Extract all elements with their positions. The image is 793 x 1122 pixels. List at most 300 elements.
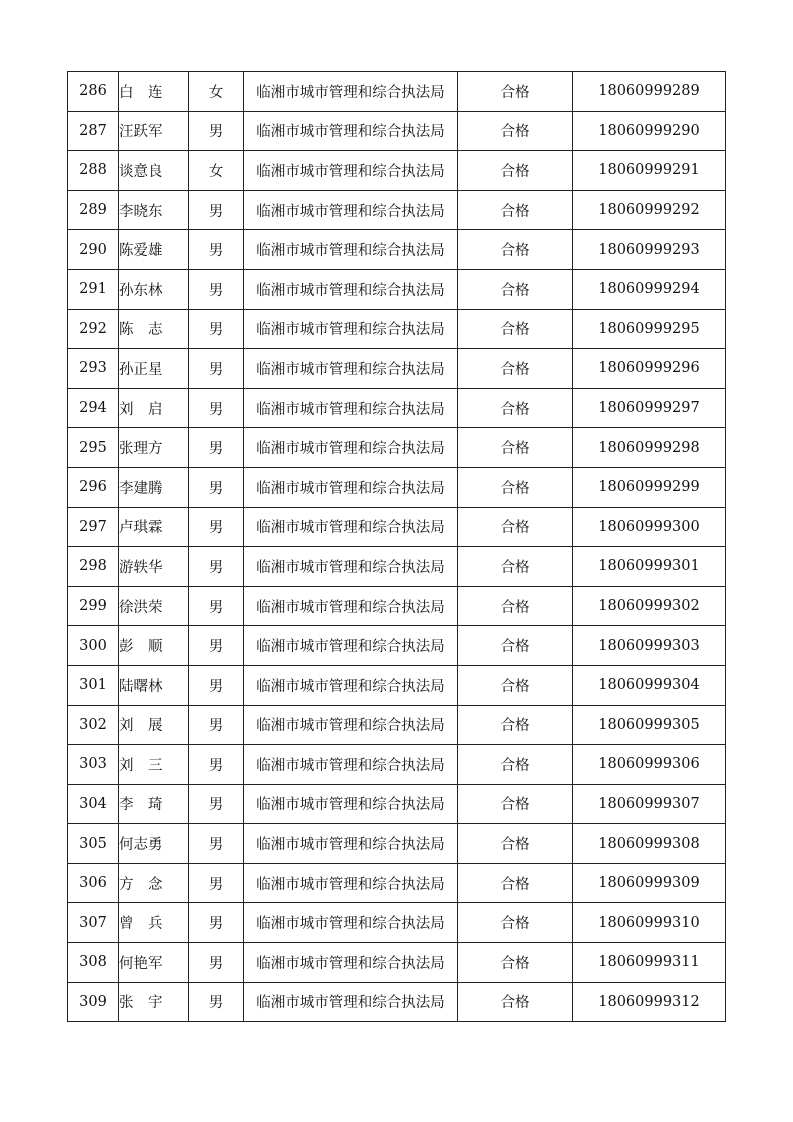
row-number: 297: [79, 518, 107, 535]
row-number-cell: [68, 586, 119, 626]
person-name-cell: [119, 151, 189, 191]
person-name-cell: [119, 467, 189, 507]
table-row: [68, 428, 726, 468]
table-row: [68, 626, 726, 666]
work-unit: 临湘市城市管理和综合执法局: [256, 718, 445, 735]
row-number: 298: [79, 558, 107, 575]
person-name-cell: [119, 665, 189, 705]
certificate-number: 18060999296: [598, 360, 700, 377]
person-name: 李 琦: [119, 797, 163, 814]
table-row: [68, 863, 726, 903]
row-number: 306: [79, 875, 107, 892]
gender: 男: [208, 124, 224, 141]
certificate-number: 18060999291: [598, 162, 700, 179]
table-row: [68, 269, 726, 309]
row-number-cell: [68, 626, 119, 666]
exam-result-cell: [458, 665, 573, 705]
person-name: 谈意良: [119, 163, 163, 180]
person-name: 陈 志: [119, 322, 163, 339]
gender: 女: [208, 163, 224, 180]
person-name-cell: [119, 269, 189, 309]
gender-cell: [189, 190, 244, 230]
gender: 男: [208, 916, 224, 933]
person-name-cell: [119, 824, 189, 864]
row-number: 308: [79, 954, 107, 971]
row-number: 294: [79, 400, 107, 417]
certificate-number-cell: [573, 824, 726, 864]
row-number-cell: [68, 507, 119, 547]
exam-result-cell: [458, 349, 573, 389]
gender: 男: [208, 876, 224, 893]
exam-result: 合格: [500, 916, 530, 933]
table-row: [68, 547, 726, 587]
person-name-cell: [119, 705, 189, 745]
row-number: 303: [79, 756, 107, 773]
table-row: [68, 230, 726, 270]
certificate-number: 18060999300: [598, 518, 700, 535]
certificate-number: 18060999301: [598, 558, 700, 575]
work-unit-cell: [244, 111, 458, 151]
gender-cell: [189, 943, 244, 983]
row-number-cell: [68, 388, 119, 428]
exam-result: 合格: [500, 480, 530, 497]
row-number: 302: [79, 716, 107, 733]
person-name-cell: [119, 745, 189, 785]
exam-result: 合格: [500, 559, 530, 576]
work-unit-cell: [244, 982, 458, 1022]
certificate-number-cell: [573, 230, 726, 270]
gender-cell: [189, 309, 244, 349]
gender: 男: [208, 559, 224, 576]
certificate-number: 18060999312: [598, 993, 700, 1010]
exam-result: 合格: [500, 282, 530, 299]
gender: 男: [208, 243, 224, 260]
row-number: 295: [79, 439, 107, 456]
certificate-number-cell: [573, 507, 726, 547]
certificate-number-cell: [573, 547, 726, 587]
row-number-cell: [68, 982, 119, 1022]
row-number-cell: [68, 111, 119, 151]
gender-cell: [189, 705, 244, 745]
work-unit: 临湘市城市管理和综合执法局: [256, 876, 445, 893]
certificate-number-cell: [573, 982, 726, 1022]
row-number: 301: [79, 677, 107, 694]
exam-result-cell: [458, 111, 573, 151]
work-unit-cell: [244, 903, 458, 943]
exam-result: 合格: [500, 995, 530, 1012]
certificate-number: 18060999302: [598, 598, 700, 615]
work-unit: 临湘市城市管理和综合执法局: [256, 243, 445, 260]
certificate-number: 18060999309: [598, 875, 700, 892]
table-row: [68, 111, 726, 151]
exam-result: 合格: [500, 322, 530, 339]
gender-cell: [189, 388, 244, 428]
person-name: 何艳军: [119, 955, 163, 972]
gender: 男: [208, 599, 224, 616]
gender: 男: [208, 837, 224, 854]
exam-result-cell: [458, 586, 573, 626]
gender-cell: [189, 72, 244, 112]
certificate-number: 18060999298: [598, 439, 700, 456]
person-name: 彭 顺: [119, 639, 163, 656]
exam-result: 合格: [500, 84, 530, 101]
certificate-number-cell: [573, 943, 726, 983]
row-number-cell: [68, 151, 119, 191]
work-unit-cell: [244, 467, 458, 507]
work-unit: 临湘市城市管理和综合执法局: [256, 559, 445, 576]
work-unit: 临湘市城市管理和综合执法局: [256, 599, 445, 616]
exam-result: 合格: [500, 718, 530, 735]
gender: 男: [208, 718, 224, 735]
person-name: 孙东林: [119, 282, 163, 299]
exam-result: 合格: [500, 837, 530, 854]
certificate-number: 18060999293: [598, 241, 700, 258]
person-name: 曾 兵: [119, 916, 163, 933]
work-unit-cell: [244, 665, 458, 705]
work-unit-cell: [244, 151, 458, 191]
person-name-cell: [119, 982, 189, 1022]
certificate-number-cell: [573, 626, 726, 666]
gender: 男: [208, 282, 224, 299]
gender-cell: [189, 349, 244, 389]
exam-result-cell: [458, 72, 573, 112]
certificate-number-cell: [573, 428, 726, 468]
person-name: 张理方: [119, 441, 163, 458]
certificate-number-cell: [573, 309, 726, 349]
exam-result: 合格: [500, 243, 530, 260]
exam-result: 合格: [500, 361, 530, 378]
work-unit-cell: [244, 705, 458, 745]
work-unit-cell: [244, 190, 458, 230]
gender: 男: [208, 955, 224, 972]
person-name: 张 宇: [119, 995, 163, 1012]
work-unit: 临湘市城市管理和综合执法局: [256, 955, 445, 972]
exam-result: 合格: [500, 876, 530, 893]
row-number: 291: [79, 281, 107, 298]
person-name-cell: [119, 784, 189, 824]
exam-result: 合格: [500, 599, 530, 616]
work-unit-cell: [244, 863, 458, 903]
certificate-number: 18060999295: [598, 320, 700, 337]
row-number-cell: [68, 230, 119, 270]
work-unit: 临湘市城市管理和综合执法局: [256, 639, 445, 656]
gender-cell: [189, 230, 244, 270]
work-unit-cell: [244, 745, 458, 785]
exam-result-cell: [458, 943, 573, 983]
certificate-number: 18060999310: [598, 914, 700, 931]
row-number: 305: [79, 835, 107, 852]
person-name-cell: [119, 72, 189, 112]
person-name: 刘 启: [119, 401, 163, 418]
person-name-cell: [119, 388, 189, 428]
person-name-cell: [119, 547, 189, 587]
gender: 男: [208, 361, 224, 378]
work-unit: 临湘市城市管理和综合执法局: [256, 401, 445, 418]
certificate-number: 18060999311: [598, 954, 700, 971]
work-unit: 临湘市城市管理和综合执法局: [256, 441, 445, 458]
gender: 男: [208, 757, 224, 774]
certificate-number-cell: [573, 705, 726, 745]
gender: 男: [208, 995, 224, 1012]
gender: 男: [208, 639, 224, 656]
exam-result: 合格: [500, 955, 530, 972]
row-number: 299: [79, 598, 107, 615]
row-number: 290: [79, 241, 107, 258]
row-number-cell: [68, 784, 119, 824]
gender-cell: [189, 467, 244, 507]
person-name-cell: [119, 626, 189, 666]
gender-cell: [189, 507, 244, 547]
table-row: [68, 705, 726, 745]
table-row: [68, 903, 726, 943]
gender-cell: [189, 903, 244, 943]
work-unit: 临湘市城市管理和综合执法局: [256, 837, 445, 854]
work-unit: 临湘市城市管理和综合执法局: [256, 916, 445, 933]
person-name-cell: [119, 903, 189, 943]
row-number: 304: [79, 795, 107, 812]
certificate-number-cell: [573, 467, 726, 507]
gender: 男: [208, 678, 224, 695]
person-name-cell: [119, 428, 189, 468]
row-number: 292: [79, 320, 107, 337]
work-unit-cell: [244, 309, 458, 349]
work-unit-cell: [244, 824, 458, 864]
work-unit: 临湘市城市管理和综合执法局: [256, 757, 445, 774]
work-unit-cell: [244, 507, 458, 547]
gender-cell: [189, 784, 244, 824]
work-unit-cell: [244, 388, 458, 428]
work-unit-cell: [244, 784, 458, 824]
exam-result: 合格: [500, 757, 530, 774]
exam-result: 合格: [500, 163, 530, 180]
table-row: [68, 665, 726, 705]
work-unit-cell: [244, 269, 458, 309]
table-row: [68, 586, 726, 626]
exam-result-cell: [458, 824, 573, 864]
certificate-number-cell: [573, 665, 726, 705]
person-name-cell: [119, 111, 189, 151]
certificate-number-cell: [573, 784, 726, 824]
certificate-number: 18060999304: [598, 677, 700, 694]
certificate-number: 18060999299: [598, 479, 700, 496]
work-unit-cell: [244, 428, 458, 468]
work-unit: 临湘市城市管理和综合执法局: [256, 480, 445, 497]
exam-result: 合格: [500, 797, 530, 814]
gender-cell: [189, 428, 244, 468]
gender: 女: [208, 84, 224, 101]
exam-result-cell: [458, 269, 573, 309]
exam-result-cell: [458, 309, 573, 349]
certificate-number: 18060999306: [598, 756, 700, 773]
work-unit: 临湘市城市管理和综合执法局: [256, 361, 445, 378]
person-name: 孙正星: [119, 361, 163, 378]
person-name: 徐洪荣: [119, 599, 163, 616]
row-number-cell: [68, 824, 119, 864]
person-name: 何志勇: [119, 837, 163, 854]
table-row: [68, 388, 726, 428]
certificate-number-cell: [573, 190, 726, 230]
certificate-number: 18060999290: [598, 122, 700, 139]
work-unit-cell: [244, 72, 458, 112]
certificate-number: 18060999292: [598, 202, 700, 219]
certificate-number-cell: [573, 269, 726, 309]
person-name: 刘 三: [119, 757, 163, 774]
certificate-number: 18060999307: [598, 795, 700, 812]
exam-result: 合格: [500, 124, 530, 141]
gender-cell: [189, 547, 244, 587]
row-number: 309: [79, 993, 107, 1010]
exam-result: 合格: [500, 441, 530, 458]
gender: 男: [208, 480, 224, 497]
exam-result-cell: [458, 982, 573, 1022]
gender-cell: [189, 863, 244, 903]
certificate-number: 18060999308: [598, 835, 700, 852]
table-row: [68, 190, 726, 230]
exam-result-cell: [458, 903, 573, 943]
table-row: [68, 745, 726, 785]
row-number-cell: [68, 309, 119, 349]
roster-table: [67, 71, 726, 1022]
table-row: [68, 72, 726, 112]
row-number-cell: [68, 943, 119, 983]
gender-cell: [189, 269, 244, 309]
table-row: [68, 349, 726, 389]
table-row: [68, 982, 726, 1022]
work-unit-cell: [244, 586, 458, 626]
exam-result-cell: [458, 863, 573, 903]
row-number: 296: [79, 479, 107, 496]
row-number-cell: [68, 547, 119, 587]
work-unit: 临湘市城市管理和综合执法局: [256, 678, 445, 695]
exam-result: 合格: [500, 520, 530, 537]
certificate-number-cell: [573, 72, 726, 112]
exam-result-cell: [458, 428, 573, 468]
work-unit-cell: [244, 547, 458, 587]
exam-result-cell: [458, 547, 573, 587]
exam-result: 合格: [500, 678, 530, 695]
person-name: 陆曙林: [119, 678, 163, 695]
exam-result-cell: [458, 190, 573, 230]
person-name: 游轶华: [119, 559, 163, 576]
table-row: [68, 784, 726, 824]
person-name: 白 连: [119, 84, 163, 101]
person-name: 陈爱雄: [119, 243, 163, 260]
exam-result-cell: [458, 745, 573, 785]
person-name: 卢琪霖: [119, 520, 163, 537]
person-name: 刘 展: [119, 718, 163, 735]
certificate-number: 18060999297: [598, 400, 700, 417]
certificate-number: 18060999305: [598, 716, 700, 733]
certificate-number-cell: [573, 863, 726, 903]
exam-result-cell: [458, 784, 573, 824]
exam-result: 合格: [500, 401, 530, 418]
work-unit-cell: [244, 943, 458, 983]
work-unit: 临湘市城市管理和综合执法局: [256, 84, 445, 101]
gender-cell: [189, 982, 244, 1022]
person-name: 方 念: [119, 876, 163, 893]
exam-result-cell: [458, 626, 573, 666]
certificate-number-cell: [573, 388, 726, 428]
certificate-number-cell: [573, 349, 726, 389]
exam-result-cell: [458, 467, 573, 507]
person-name-cell: [119, 190, 189, 230]
gender: 男: [208, 322, 224, 339]
work-unit: 临湘市城市管理和综合执法局: [256, 282, 445, 299]
gender-cell: [189, 665, 244, 705]
row-number-cell: [68, 72, 119, 112]
row-number: 287: [79, 122, 107, 139]
work-unit-cell: [244, 626, 458, 666]
row-number-cell: [68, 190, 119, 230]
person-name-cell: [119, 349, 189, 389]
row-number-cell: [68, 863, 119, 903]
work-unit-cell: [244, 230, 458, 270]
person-name-cell: [119, 230, 189, 270]
work-unit: 临湘市城市管理和综合执法局: [256, 163, 445, 180]
gender: 男: [208, 797, 224, 814]
gender-cell: [189, 745, 244, 785]
row-number-cell: [68, 705, 119, 745]
work-unit-cell: [244, 349, 458, 389]
person-name-cell: [119, 943, 189, 983]
certificate-number-cell: [573, 151, 726, 191]
gender: 男: [208, 203, 224, 220]
row-number-cell: [68, 428, 119, 468]
gender: 男: [208, 441, 224, 458]
exam-result-cell: [458, 705, 573, 745]
table-row: [68, 309, 726, 349]
work-unit: 临湘市城市管理和综合执法局: [256, 797, 445, 814]
certificate-number-cell: [573, 586, 726, 626]
table-row: [68, 824, 726, 864]
table-row: [68, 467, 726, 507]
exam-result-cell: [458, 388, 573, 428]
row-number-cell: [68, 269, 119, 309]
person-name-cell: [119, 309, 189, 349]
certificate-number: 18060999289: [598, 83, 700, 100]
row-number: 293: [79, 360, 107, 377]
person-name: 李晓东: [119, 203, 163, 220]
gender-cell: [189, 111, 244, 151]
certificate-number-cell: [573, 111, 726, 151]
table-row: [68, 943, 726, 983]
person-name-cell: [119, 586, 189, 626]
gender: 男: [208, 401, 224, 418]
table-row: [68, 151, 726, 191]
row-number: 300: [79, 637, 107, 654]
work-unit: 临湘市城市管理和综合执法局: [256, 124, 445, 141]
row-number: 307: [79, 914, 107, 931]
gender-cell: [189, 626, 244, 666]
row-number-cell: [68, 745, 119, 785]
exam-result: 合格: [500, 639, 530, 656]
row-number-cell: [68, 467, 119, 507]
row-number: 286: [79, 83, 107, 100]
certificate-number-cell: [573, 903, 726, 943]
person-name-cell: [119, 507, 189, 547]
work-unit: 临湘市城市管理和综合执法局: [256, 995, 445, 1012]
certificate-number: 18060999303: [598, 637, 700, 654]
table-row: [68, 507, 726, 547]
gender-cell: [189, 586, 244, 626]
row-number-cell: [68, 903, 119, 943]
exam-result: 合格: [500, 203, 530, 220]
row-number-cell: [68, 665, 119, 705]
row-number-cell: [68, 349, 119, 389]
row-number: 289: [79, 202, 107, 219]
person-name-cell: [119, 863, 189, 903]
certificate-number-cell: [573, 745, 726, 785]
